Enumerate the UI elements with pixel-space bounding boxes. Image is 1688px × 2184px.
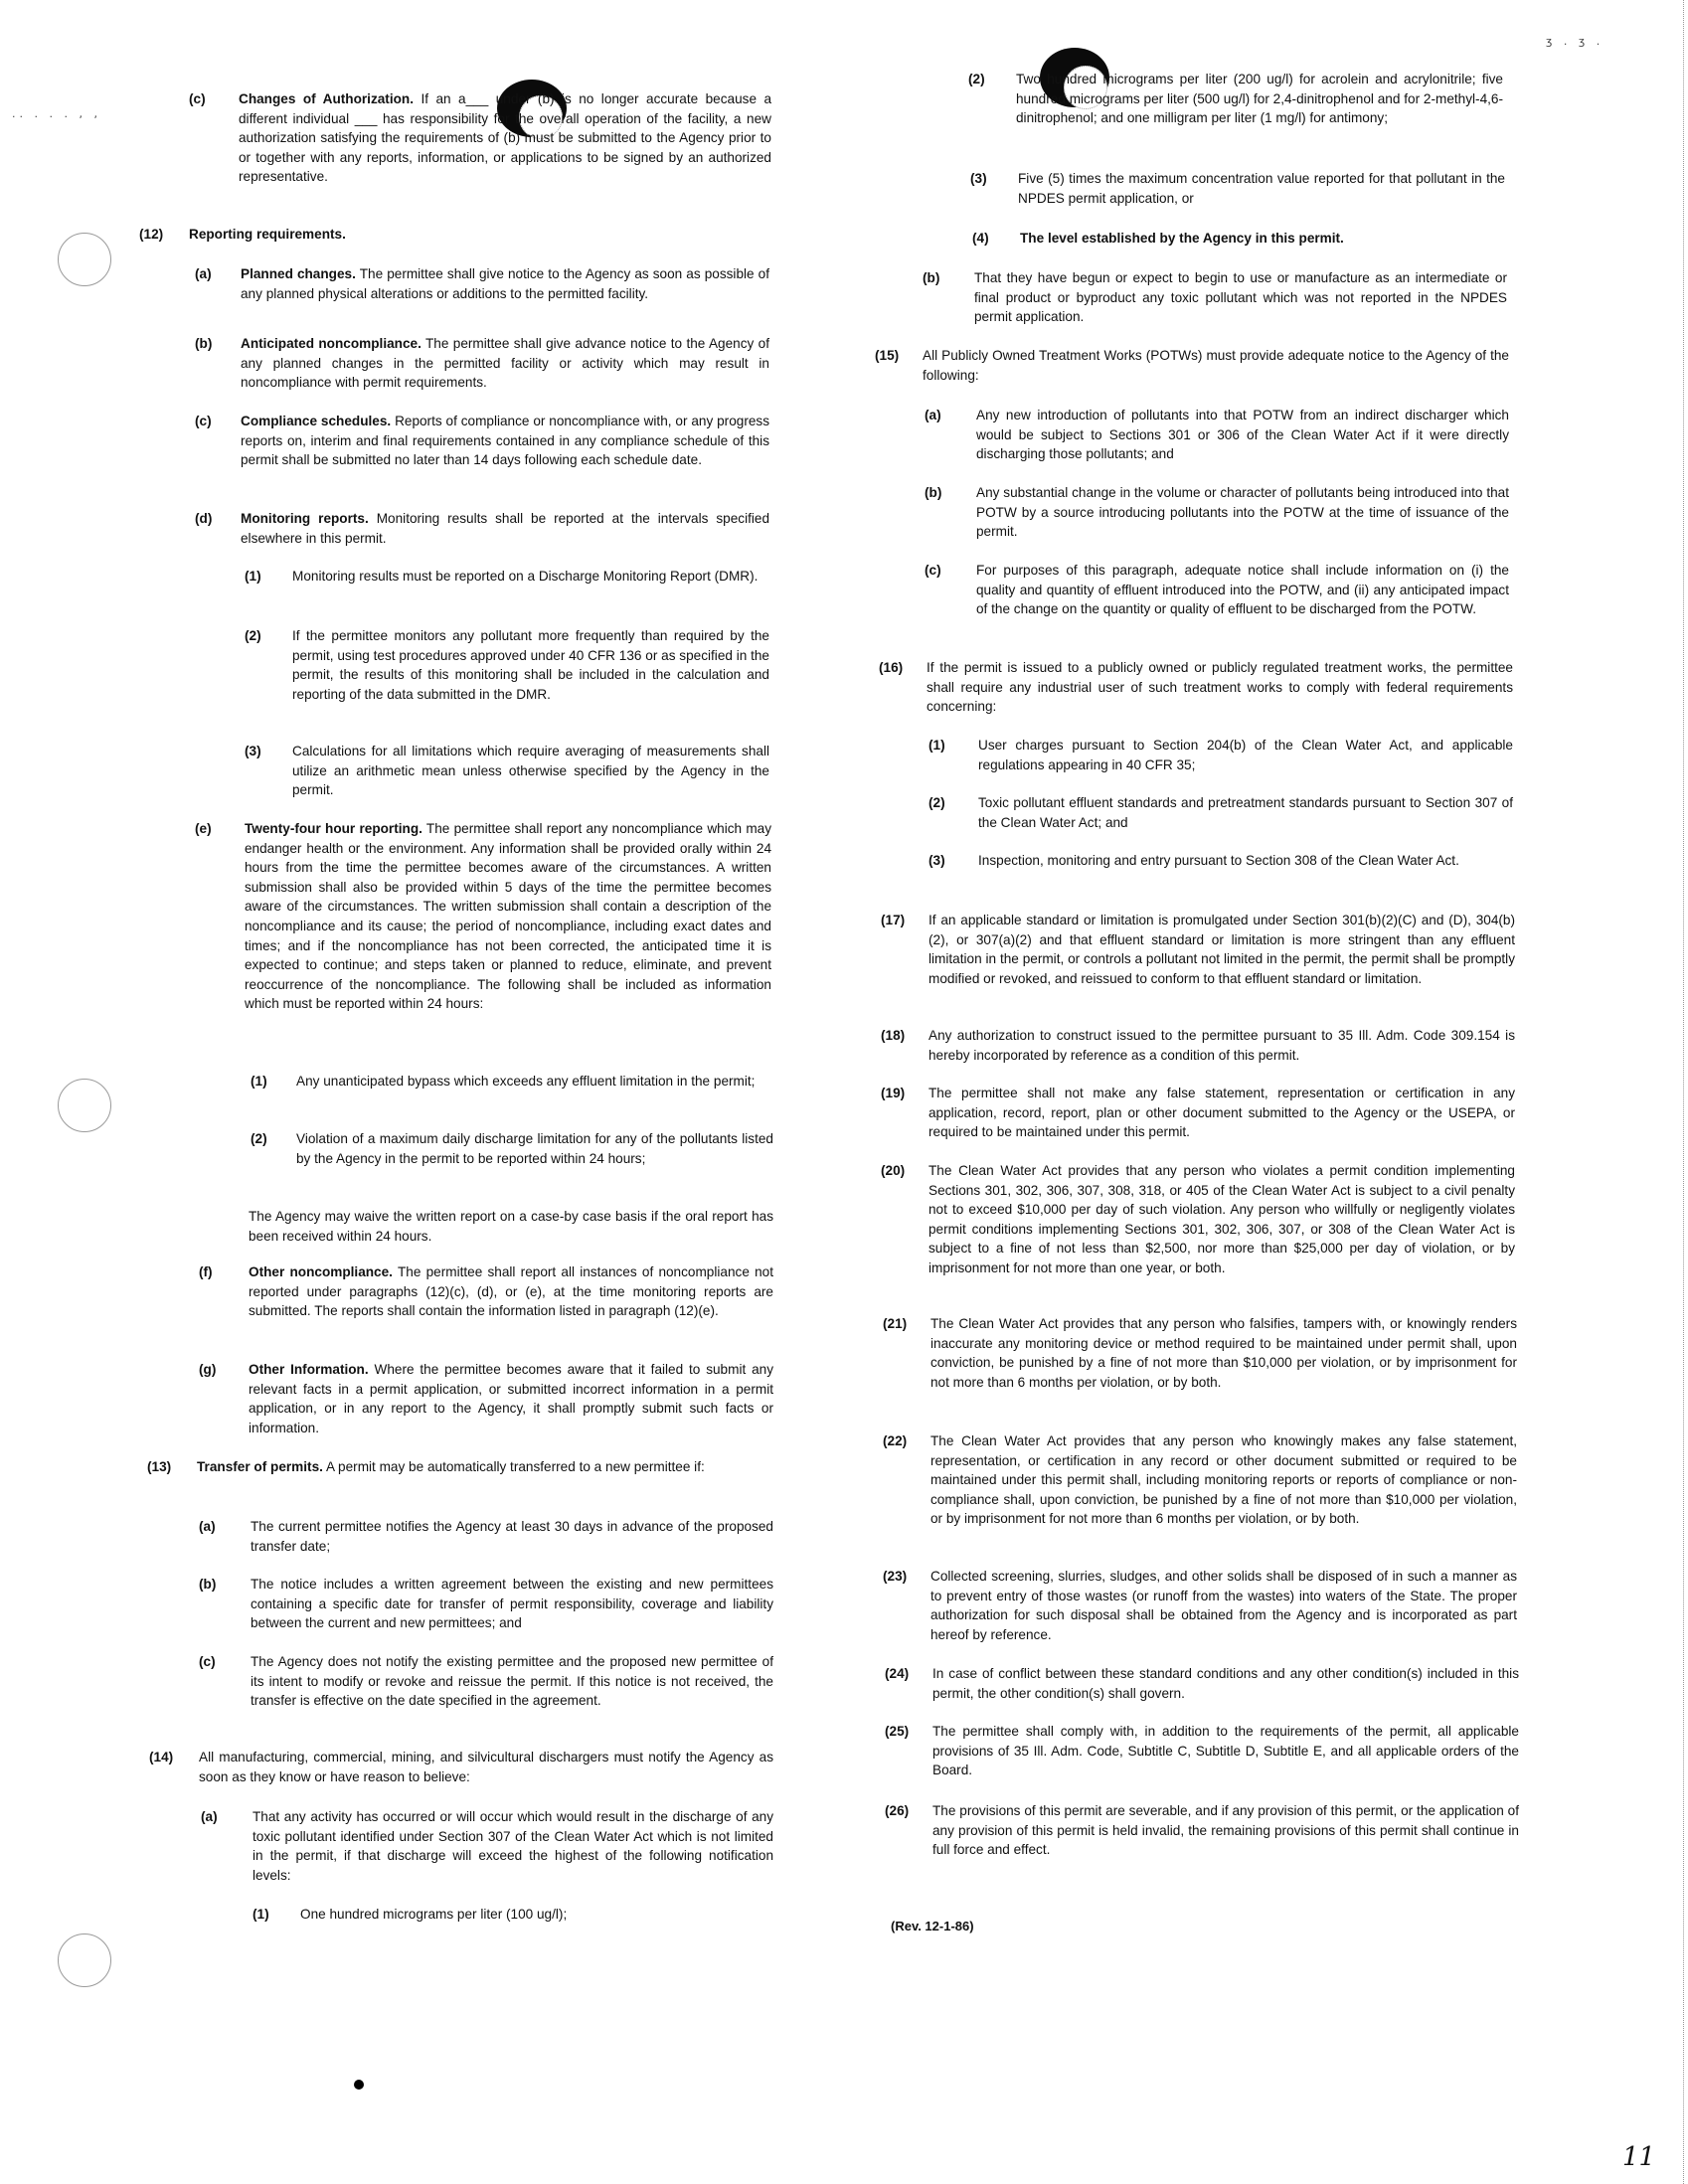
corner-marks-top-right: ʒ . ʒ . [1546, 35, 1604, 48]
requirement-item-2: Toxic pollutant effluent standards and pretreatment standards pursuant to Section 307 of the Clean Water Act; and [978, 795, 1513, 830]
potw-item-a: Any new introduction of pollutants into that POTW from an indirect discharger which would be subject to Sections 301 or 306 of the Clean Water Act if it were directly discharging those pollutants; and [976, 408, 1509, 462]
section-number: (14) [149, 1750, 174, 1764]
item-label: (c) [189, 91, 206, 106]
monitoring-item-1: Monitoring results must be reported on a Discharge Monitoring Report (DMR). [292, 569, 759, 584]
other-noncompliance: Other noncompliance. The permittee shall report all instances of noncompliance not reported under paragraphs (12)(c), (d), or (e), at the time monitoring reports are submitted. The reports shall contain the information listed in paragraph (12)(e). [249, 1264, 774, 1319]
item-label: (c) [199, 1654, 216, 1669]
item-label: (a) [925, 408, 941, 422]
false-statement: The permittee shall not make any false statement, representation or certification in any application, record, report, plan or other document submitted to the Agency or the USEPA, or required to be maintained under this permit. [928, 1086, 1515, 1140]
planned-changes: Planned changes. The permittee shall give notice to the Agency as soon as possible of any planned physical alterations or additions to the permitted facility. [241, 266, 769, 301]
reporting-item-1: Any unanticipated bypass which exceeds any effluent limitation in the permit; [296, 1074, 756, 1089]
publicly-owned-requirements: If the permit is issued to a publicly owned or publicly regulated treatment works, the permittee shall require any industrial user of such treatment works to comply with federal requirements concerning: [927, 660, 1513, 715]
item-label: (g) [199, 1362, 217, 1377]
item-label: (f) [199, 1264, 213, 1279]
monitoring-item-2: If the permittee monitors any pollutant more frequently than required by the permit, using test procedures approved under 40 CFR 136 or as specified in the permit, the results of this monitoring shall be included in the calculation and reporting of the data submitted in the DMR. [292, 628, 769, 702]
item-label: (1) [251, 1074, 267, 1089]
false-certification-penalty: The Clean Water Act provides that any person who knowingly makes any false statement, representation, or certification in any record or other document submitted or required to be maintained under this permit shall, including monitoring reports or reports of compliance or non-compliance shall, upon conviction, be punished by a fine of not more than $10,000 per violation, or by imprisonment for not more than 6 months per violation, or by both. [930, 1433, 1517, 1527]
tampering-penalty: The Clean Water Act provides that any person who falsifies, tampers with, or knowingly renders inaccurate any monitoring device or method required to be maintained under permit shall, upon conviction, be punished by a fine of not more than $10,000 per violation, or by imprisonment for not more than 6 months per violation, or by both. [930, 1316, 1517, 1390]
revision-date: (Rev. 12-1-86) [891, 1919, 974, 1933]
transfer-item-b: The notice includes a written agreement between the existing and new permittees containing a specific date for transfer of permit responsibility, coverage and liability between the current and new permittees; and [251, 1577, 773, 1631]
section-number: (19) [881, 1086, 906, 1100]
item-label: (a) [195, 266, 212, 281]
twenty-four-hour-reporting: Twenty-four hour reporting. The permittee shall report any noncompliance which may endanger health or the environment. Any information shall be provided orally within 24 hours from the time the permittee becomes aware of the circumstances. A written submission shall also be provided within 5 days of the time the permittee becomes aware of the circumstances. The written submission shall contain a description of the noncompliance and its cause; the period of noncompliance, including exact dates and times; and if the noncompliance has not been corrected, the anticipated time it is expected to continue; and steps taken or planned to reduce, eliminate, and prevent reoccurrence of the noncompliance. The following shall be included as information which must be reported within 24 hours: [245, 821, 772, 1012]
page-number: 11 [1622, 2142, 1656, 2172]
other-information: Other Information. Where the permittee becomes aware that it failed to submit any relevant facts in a permit application, or submitted incorrect information in a permit application, or in any report to the Agency, it shall promptly submit such facts or information. [249, 1362, 774, 1435]
item-label: (3) [245, 744, 261, 758]
item-label: (2) [928, 795, 945, 810]
section-number: (13) [147, 1459, 172, 1474]
requirement-item-1: User charges pursuant to Section 204(b) of the Clean Water Act, and applicable regulations appearing in 40 CFR 35; [978, 738, 1513, 772]
item-label: (1) [245, 569, 261, 584]
item-label: (2) [968, 72, 985, 86]
item-label: (a) [201, 1809, 218, 1824]
punch-hole-bottom [58, 1933, 111, 1987]
item-label: (b) [199, 1577, 217, 1592]
item-label: (a) [199, 1519, 216, 1534]
manufacturing-notification: All manufacturing, commercial, mining, and silvicultural dischargers must notify the Agency as soon as they know or have reason to believe: [199, 1750, 773, 1784]
standard-limitation: If an applicable standard or limitation is promulgated under Section 301(b)(2)(C) and (D), 304(b)(2), or 307(a)(2) and that effluent standard or limitation is more stringent than any effluent limitation in the permit, or controls a pollutant not limited in the permit, the permit shall be promptly modified or revoked, and reissued to conform to that effluent standard or limitation. [928, 913, 1515, 986]
toxic-manufacture-item-b: That they have begun or expect to begin to use or manufacture as an intermediate or final product or byproduct any toxic pollutant which was not reported in the NPDES permit application. [974, 270, 1507, 325]
item-label: (2) [251, 1131, 267, 1146]
corner-marks-top-left: .. . . . , , [12, 107, 101, 120]
section-number: (17) [881, 913, 906, 927]
item-label: (1) [253, 1907, 269, 1922]
punch-hole-top [58, 233, 111, 286]
section-number: (22) [883, 1433, 908, 1448]
stray-dot [354, 2080, 364, 2090]
section-number: (23) [883, 1569, 908, 1584]
section-number: (12) [139, 227, 164, 242]
potw-item-b: Any substantial change in the volume or character of pollutants being introduced into that POTW by a source introducing pollutants into the POTW at the time of issuance of the permit. [976, 485, 1509, 540]
changes-of-authorization: Changes of Authorization. If an a___ under (b) is no longer accurate because a different individual ___ has responsibility for the overall operation of the facility, a new authorization satisfying the requirements of (b) must be submitted to the Agency prior to or together with any reports, information, or applications to be signed by an authorized representative. [239, 91, 772, 185]
waiver-paragraph: The Agency may waive the written report on a case-by case basis if the oral report has been received within 24 hours. [249, 1209, 773, 1244]
board-compliance: The permittee shall comply with, in addition to the requirements of the permit, all applicable provisions of 35 Ill. Adm. Code, Subtitle C, Subtitle D, Subtitle E, and all applicable orders of the Board. [932, 1724, 1519, 1778]
reporting-item-2: Violation of a maximum daily discharge limitation for any of the pollutants listed by the Agency in the permit to be reported within 24 hours; [296, 1131, 773, 1166]
section-number: (16) [879, 660, 904, 675]
item-label: (d) [195, 511, 213, 526]
conflict-of-conditions: In case of conflict between these standard conditions and any other condition(s) included in this permit, the other condition(s) shall govern. [932, 1666, 1519, 1701]
item-label: (b) [195, 336, 213, 351]
notification-level-2: Two hundred micrograms per liter (200 ug/l) for acrolein and acrylonitrile; five hundred micrograms per liter (500 ug/l) for 2,4-dinitrophenol and for 2-methyl-4,6-dinitrophenol; and one milligram per liter (1 mg/l) for antimony; [1016, 72, 1503, 126]
section-number: (21) [883, 1316, 908, 1331]
section-number: (26) [885, 1803, 910, 1818]
item-label: (1) [928, 738, 945, 753]
section-number: (24) [885, 1666, 910, 1681]
section-number: (20) [881, 1163, 906, 1178]
item-label: (2) [245, 628, 261, 643]
compliance-schedules: Compliance schedules. Reports of compliance or noncompliance with, or any progress reports on, interim and final requirements contained in any compliance schedule of this permit shall be submitted no later than 14 days following each schedule date. [241, 414, 770, 468]
section-number: (25) [885, 1724, 910, 1739]
toxic-discharge-item-a: That any activity has occurred or will occur which would result in the discharge of any toxic pollutant identified under Section 307 of the Clean Water Act which is not limited in the permit, if that discharge will exceed the highest of the following notification levels: [253, 1809, 773, 1883]
requirement-item-3: Inspection, monitoring and entry pursuant to Section 308 of the Clean Water Act. [978, 853, 1459, 868]
transfer-item-c: The Agency does not notify the existing permittee and the proposed new permittee of its intent to modify or revoke and reissue the permit. If this notice is not received, the transfer is effective on the date specified in the agreement. [251, 1654, 773, 1709]
section-number: (18) [881, 1028, 906, 1043]
severability: The provisions of this permit are severable, and if any provision of this permit, or the application of any provision of this permit is held invalid, the remaining provisions of this permit shall continue in full force and effect. [932, 1803, 1519, 1858]
item-label: (3) [928, 853, 945, 868]
punch-hole-middle [58, 1079, 111, 1132]
item-label: (c) [195, 414, 212, 428]
item-label: (e) [195, 821, 212, 836]
transfer-item-a: The current permittee notifies the Agency at least 30 days in advance of the proposed transfer date; [251, 1519, 773, 1554]
page-edge [1683, 0, 1688, 2184]
item-label: (b) [925, 485, 942, 500]
section-number: (15) [875, 348, 900, 363]
item-label: (b) [923, 270, 940, 285]
notification-level-3: Five (5) times the maximum concentration value reported for that pollutant in the NPDES permit application, or [1018, 171, 1505, 206]
anticipated-noncompliance: Anticipated noncompliance. The permittee shall give advance notice to the Agency of any planned changes in the permitted facility or activity which may result in noncompliance with permit requirements. [241, 336, 770, 391]
notification-level-1: One hundred micrograms per liter (100 ug/l); [300, 1907, 568, 1922]
transfer-of-permits: Transfer of permits. A permit may be automatically transferred to a new permittee if: [197, 1459, 705, 1474]
potw-item-c: For purposes of this paragraph, adequate notice shall include information on (i) the quality and quantity of effluent introduced into the POTW, and (ii) any anticipated impact of the change on the quantity or quality of effluent to be discharged from the POTW. [976, 563, 1509, 617]
potw-notice: All Publicly Owned Treatment Works (POTWs) must provide adequate notice to the Agency of the following: [923, 348, 1509, 383]
monitoring-item-3: Calculations for all limitations which require averaging of measurements shall utilize an arithmetic mean unless otherwise specified by the Agency in the permit. [292, 744, 769, 798]
notification-level-4: The level established by the Agency in this permit. [1020, 231, 1344, 246]
item-label: (c) [925, 563, 941, 578]
reporting-requirements-heading: Reporting requirements. [189, 227, 346, 242]
item-label: (4) [972, 231, 989, 246]
monitoring-reports: Monitoring reports. Monitoring results shall be reported at the intervals specified elsewhere in this permit. [241, 511, 770, 546]
civil-penalty: The Clean Water Act provides that any person who violates a permit condition implementing Sections 301, 302, 306, 307, 308, 318, or 405 of the Clean Water Act is subject to a civil penalty not to exceed $10,000 per day of such violation. Any person who willfully or negligently violates permit conditions implementing Sections 301, 302, 306, 307, or 308 of the Clean Water Act is subject to a fine of not less than $2,500, nor more than $25,000 per day of violation, or by imprisonment for not more than one year, or both. [928, 1163, 1515, 1275]
authorization-to-construct: Any authorization to construct issued to the permittee pursuant to 35 Ill. Adm. Code 309.154 is hereby incorporated by reference as a condition of this permit. [928, 1028, 1515, 1063]
item-label: (3) [970, 171, 987, 186]
solids-disposal: Collected screening, slurries, sludges, and other solids shall be disposed of in such a manner as to prevent entry of those wastes (or runoff from the wastes) into waters of the State. The proper authorization for such disposal shall be obtained from the Agency and is incorporated as part hereof by reference. [930, 1569, 1517, 1642]
